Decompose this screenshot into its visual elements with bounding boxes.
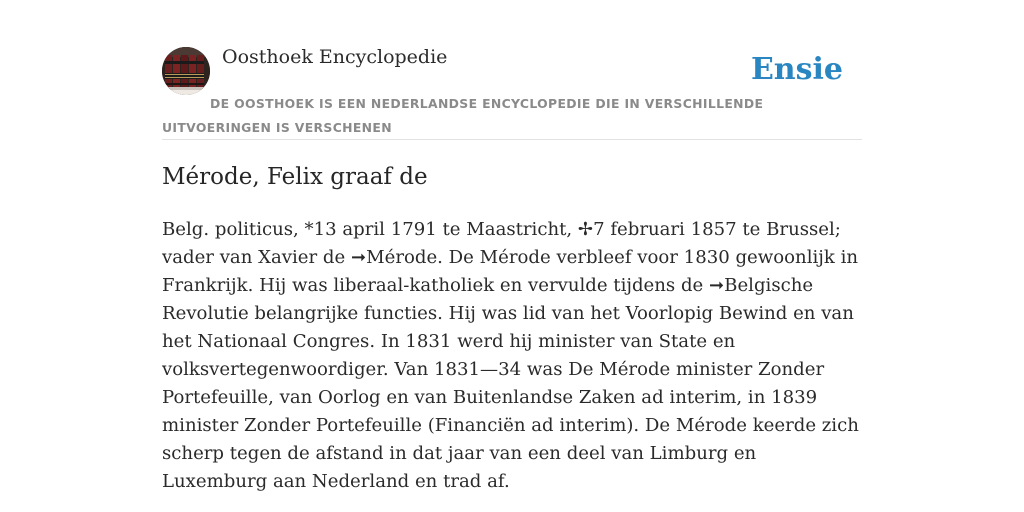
header-divider bbox=[162, 139, 862, 140]
source-avatar[interactable] bbox=[162, 47, 210, 95]
source-description: DE OOSTHOEK IS EEN NEDERLANDSE ENCYCLOPEDIE DIE IN VERSCHILLENDE UITVOERINGEN IS VERSCHENEN bbox=[162, 96, 764, 135]
source-title[interactable]: Oosthoek Encyclopedie bbox=[222, 46, 448, 68]
entry-body: Belg. politicus, *13 april 1791 te Maastricht, ✢7 februari 1857 te Brussel; vader van Xavier de ➞Mérode. De Mérode verbleef voor 1830 gewoonlijk in Frankrijk. Hij was liberaal-katholiek en vervulde tijdens de ➞Belgische Revolutie belangrijke functies. Hij was lid van het Voorlopig Bewind en van het Nationaal Congres. In 1831 werd hij minister van State en volksvertegenwoordiger. Van 1831—34 was De Mérode minister Zonder Portefeuille, van Oorlog en van Buitenlandse Zaken ad interim, in 1839 minister Zonder Portefeuille (Financiën ad interim). De Mérode keerde zich scherp tegen de afstand in dat jaar van een deel van Limburg en Luxemburg aan Nederland en trad af. bbox=[162, 219, 859, 492]
entry-title: Mérode, Felix graaf de bbox=[162, 164, 428, 190]
ensie-logo[interactable]: Ensie bbox=[750, 52, 843, 87]
book-spines-icon bbox=[162, 47, 210, 95]
